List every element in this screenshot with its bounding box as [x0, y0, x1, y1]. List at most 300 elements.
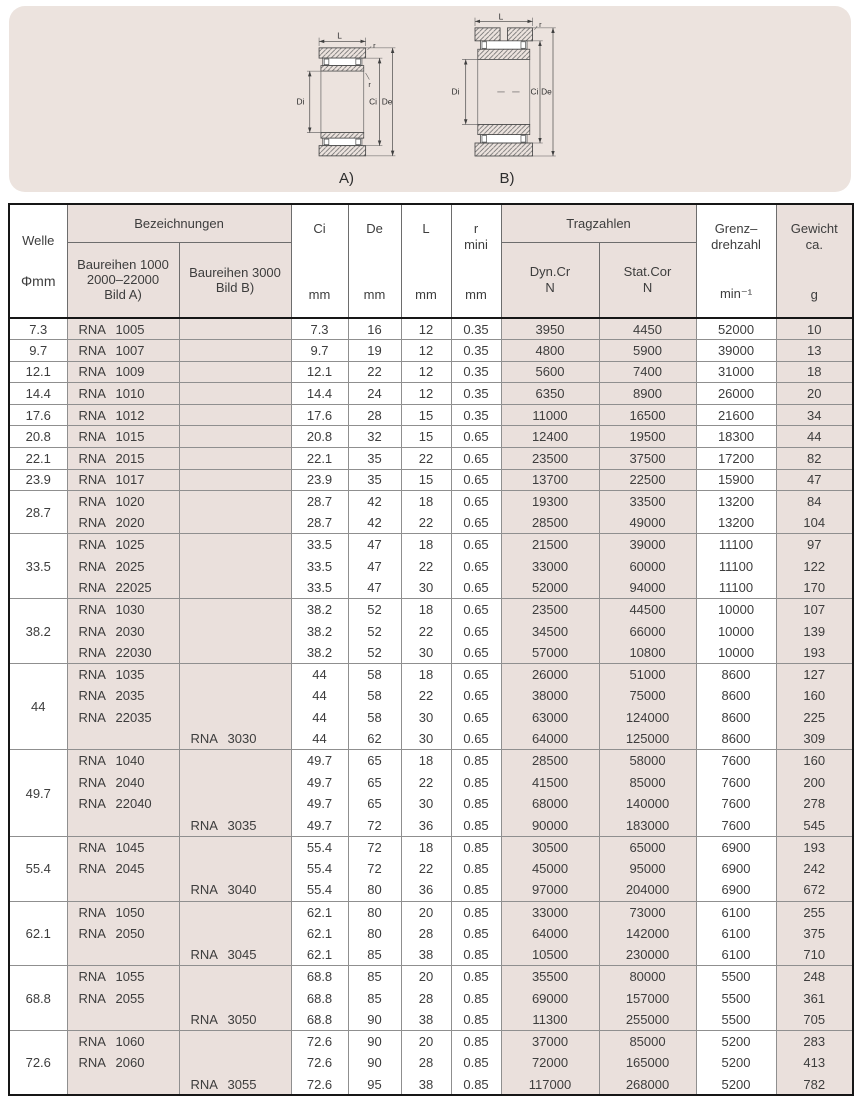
de-value: 65 — [348, 771, 401, 793]
de-value: 52 — [348, 620, 401, 642]
gewicht-value: 160 — [776, 685, 853, 707]
ci-value: 62.1 — [291, 923, 348, 945]
designation-prefix: RNA — [190, 731, 218, 747]
column-header-de — [348, 204, 401, 318]
column-header-dyn-cr — [501, 242, 599, 318]
stat-cor-value: 157000 — [599, 987, 696, 1009]
table-row — [9, 599, 853, 621]
designation-b-cell — [179, 815, 291, 837]
ci-value: 44 — [291, 685, 348, 707]
column-header-grenzdrehzahl — [696, 204, 776, 318]
table-row — [9, 728, 853, 750]
l-value: 15 — [401, 426, 451, 448]
dyn-cr-value: 33000 — [501, 901, 599, 923]
table-row — [9, 707, 853, 729]
dyn-cr-value: 6350 — [501, 383, 599, 405]
table-row — [9, 469, 853, 491]
designation-number: 3050 — [227, 1012, 257, 1028]
dyn-cr-value: 34500 — [501, 620, 599, 642]
grenz-label-line2: drehzahl — [711, 237, 761, 252]
ci-value: 38.2 — [291, 620, 348, 642]
l-value: 22 — [401, 556, 451, 578]
designation-prefix: RNA — [78, 472, 106, 488]
r-mini-value: 0.65 — [451, 426, 501, 448]
dyn-cr-value: 19300 — [501, 491, 599, 513]
grenzdrehzahl-value: 6100 — [696, 901, 776, 923]
stat-cor-value: 5900 — [599, 340, 696, 362]
stat-cor-value: 8900 — [599, 383, 696, 405]
grenzdrehzahl-value: 5200 — [696, 1031, 776, 1053]
ci-value: 55.4 — [291, 836, 348, 858]
column-header-r-mini — [451, 204, 501, 318]
gewicht-value: 225 — [776, 707, 853, 729]
column-header-baureihen-1000 — [67, 242, 179, 318]
designation-prefix: RNA — [78, 925, 106, 941]
de-value: 24 — [348, 383, 401, 405]
de-value: 80 — [348, 879, 401, 901]
gewicht-value: 200 — [776, 771, 853, 793]
gewicht-value: 782 — [776, 1074, 853, 1096]
designation-number: 1030 — [115, 602, 145, 618]
r-mini-value: 0.85 — [451, 750, 501, 772]
de-value: 90 — [348, 1009, 401, 1031]
stat-cor-value: 33500 — [599, 491, 696, 513]
grenzdrehzahl-value: 8600 — [696, 707, 776, 729]
stat-cor-value: 16500 — [599, 404, 696, 426]
stat-cor-value: 95000 — [599, 858, 696, 880]
designation-a-cell — [67, 642, 179, 664]
grenzdrehzahl-value: 6900 — [696, 879, 776, 901]
grenzdrehzahl-value: 7600 — [696, 793, 776, 815]
stat-cor-value: 44500 — [599, 599, 696, 621]
grenzdrehzahl-value: 5500 — [696, 987, 776, 1009]
l-value: 30 — [401, 642, 451, 664]
l-unit: mm — [415, 287, 437, 302]
column-header-gewicht — [776, 204, 853, 318]
designation-a-cell — [67, 404, 179, 426]
welle-value: 28.7 — [9, 491, 67, 534]
l-value: 18 — [401, 491, 451, 513]
ci-value: 68.8 — [291, 987, 348, 1009]
r-mini-value: 0.85 — [451, 1074, 501, 1096]
l-value: 22 — [401, 512, 451, 534]
designation-a-cell — [67, 599, 179, 621]
l-value: 12 — [401, 383, 451, 405]
r-mini-value: 0.65 — [451, 556, 501, 578]
table-body — [9, 318, 853, 1095]
stat-cor-value: 60000 — [599, 556, 696, 578]
r-mini-value: 0.85 — [451, 1031, 501, 1053]
designation-number: 2030 — [115, 623, 145, 639]
designation-b-cell — [179, 512, 291, 534]
gewicht-value: 44 — [776, 426, 853, 448]
r-mini-value: 0.85 — [451, 1009, 501, 1031]
designation-prefix: RNA — [78, 429, 106, 445]
designation-number: 3040 — [227, 882, 257, 898]
dyn-cr-value: 26000 — [501, 664, 599, 686]
stat-cor-value: 230000 — [599, 944, 696, 966]
designation-prefix: RNA — [78, 753, 106, 769]
grenzdrehzahl-value: 5500 — [696, 1009, 776, 1031]
table-row — [9, 340, 853, 362]
ci-value: 49.7 — [291, 815, 348, 837]
stat-cor-value: 37500 — [599, 448, 696, 470]
designation-prefix: RNA — [78, 515, 106, 531]
r-mini-value: 0.35 — [451, 318, 501, 340]
designation-number: 1009 — [115, 364, 145, 380]
r-mini-value: 0.65 — [451, 599, 501, 621]
de-value: 90 — [348, 1052, 401, 1074]
bearing-cross-section-a — [293, 31, 401, 169]
table-row — [9, 491, 853, 513]
designation-number: 3045 — [227, 947, 257, 963]
l-value: 12 — [401, 340, 451, 362]
designation-number: 22035 — [115, 709, 152, 725]
figure-b-caption: B) — [499, 170, 515, 187]
r-mini-value: 0.35 — [451, 340, 501, 362]
de-value: 65 — [348, 793, 401, 815]
dyn-cr-value: 30500 — [501, 836, 599, 858]
designation-number: 1005 — [115, 321, 145, 337]
table-row — [9, 383, 853, 405]
r-mini-value: 0.65 — [451, 448, 501, 470]
welle-value: 14.4 — [9, 383, 67, 405]
designation-a-cell — [67, 491, 179, 513]
dyn-cr-unit: N — [545, 279, 555, 295]
ci-value: 23.9 — [291, 469, 348, 491]
ci-value: 14.4 — [291, 383, 348, 405]
table-row — [9, 1052, 853, 1074]
figure-b — [447, 13, 568, 187]
designation-prefix: RNA — [78, 709, 106, 725]
designation-number: 1017 — [115, 472, 145, 488]
designation-a-cell — [67, 1052, 179, 1074]
de-value: 52 — [348, 642, 401, 664]
designation-number: 2050 — [115, 925, 145, 941]
designation-number: 2020 — [115, 515, 145, 531]
table-row — [9, 1031, 853, 1053]
grenzdrehzahl-value: 11100 — [696, 577, 776, 599]
l-value: 12 — [401, 361, 451, 383]
ci-value: 72.6 — [291, 1074, 348, 1096]
table-row — [9, 685, 853, 707]
ci-value: 28.7 — [291, 491, 348, 513]
designation-prefix: RNA — [78, 774, 106, 790]
welle-value: 17.6 — [9, 404, 67, 426]
welle-value: 20.8 — [9, 426, 67, 448]
designation-b-cell — [179, 879, 291, 901]
designation-number: 2045 — [115, 861, 145, 877]
designation-number: 1045 — [115, 839, 145, 855]
r-mini-value: 0.85 — [451, 987, 501, 1009]
r-mini-value: 0.85 — [451, 1052, 501, 1074]
gewicht-value: 170 — [776, 577, 853, 599]
designation-a-cell — [67, 771, 179, 793]
l-value: 22 — [401, 771, 451, 793]
gewicht-value: 255 — [776, 901, 853, 923]
designation-prefix: RNA — [78, 623, 106, 639]
ci-value: 44 — [291, 664, 348, 686]
stat-cor-value: 51000 — [599, 664, 696, 686]
dyn-cr-value: 13700 — [501, 469, 599, 491]
gewicht-value: 18 — [776, 361, 853, 383]
designation-number: 3055 — [227, 1076, 257, 1092]
welle-value: 38.2 — [9, 599, 67, 664]
gewicht-value: 47 — [776, 469, 853, 491]
r-mini-value: 0.85 — [451, 793, 501, 815]
designation-b-cell — [179, 534, 291, 556]
table-row — [9, 361, 853, 383]
grenz-unit: min⁻¹ — [719, 286, 753, 301]
de-value: 72 — [348, 815, 401, 837]
grenzdrehzahl-value: 8600 — [696, 664, 776, 686]
dyn-cr-value: 64000 — [501, 923, 599, 945]
welle-value: 55.4 — [9, 836, 67, 901]
designation-prefix: RNA — [78, 494, 106, 510]
designation-number: 3030 — [227, 731, 257, 747]
l-value: 18 — [401, 664, 451, 686]
de-value: 85 — [348, 966, 401, 988]
designation-a-cell — [67, 707, 179, 729]
ci-value: 22.1 — [291, 448, 348, 470]
designation-b-cell — [179, 750, 291, 772]
stat-cor-value: 80000 — [599, 966, 696, 988]
designation-b-cell — [179, 491, 291, 513]
dim-label-ci: Ci — [368, 96, 377, 107]
l-value: 38 — [401, 944, 451, 966]
grenzdrehzahl-value: 6900 — [696, 836, 776, 858]
dyn-cr-value: 23500 — [501, 599, 599, 621]
de-value: 35 — [348, 448, 401, 470]
ci-value: 17.6 — [291, 404, 348, 426]
dyn-cr-value: 68000 — [501, 793, 599, 815]
designation-a-cell — [67, 1074, 179, 1096]
de-value: 58 — [348, 685, 401, 707]
table-row — [9, 944, 853, 966]
designation-prefix: RNA — [78, 839, 106, 855]
series-b-line2: Bild B) — [215, 279, 255, 295]
designation-prefix: RNA — [78, 537, 106, 553]
ci-value: 55.4 — [291, 858, 348, 880]
table-row — [9, 923, 853, 945]
dim-label-r-side: r — [367, 79, 371, 89]
column-header-tragzahlen — [501, 204, 696, 242]
bearing-cross-section-b — [447, 13, 568, 169]
grenzdrehzahl-value: 6100 — [696, 944, 776, 966]
l-value: 18 — [401, 836, 451, 858]
l-value: 36 — [401, 815, 451, 837]
designation-b-cell — [179, 318, 291, 340]
designation-b-cell — [179, 1074, 291, 1096]
dyn-cr-value: 52000 — [501, 577, 599, 599]
table-row — [9, 858, 853, 880]
designation-prefix: RNA — [78, 796, 106, 812]
ci-value: 12.1 — [291, 361, 348, 383]
de-value: 32 — [348, 426, 401, 448]
stat-cor-value: 19500 — [599, 426, 696, 448]
dim-label-ci: Ci — [529, 86, 538, 97]
gewicht-value: 84 — [776, 491, 853, 513]
gewicht-value: 545 — [776, 815, 853, 837]
welle-value: 7.3 — [9, 318, 67, 340]
ci-value: 68.8 — [291, 966, 348, 988]
designation-number: 2025 — [115, 558, 145, 574]
header-row-1 — [9, 204, 853, 242]
table-row — [9, 556, 853, 578]
designation-number: 2060 — [115, 1055, 145, 1071]
grenzdrehzahl-value: 15900 — [696, 469, 776, 491]
designation-a-cell — [67, 556, 179, 578]
r-mini-value: 0.35 — [451, 404, 501, 426]
grenzdrehzahl-value: 6100 — [696, 923, 776, 945]
stat-cor-value: 4450 — [599, 318, 696, 340]
table-row — [9, 879, 853, 901]
table-row — [9, 404, 853, 426]
designation-number: 1015 — [115, 429, 145, 445]
gewicht-value: 104 — [776, 512, 853, 534]
table-row — [9, 836, 853, 858]
table-row — [9, 642, 853, 664]
designation-b-cell — [179, 901, 291, 923]
grenzdrehzahl-value: 7600 — [696, 815, 776, 837]
designation-number: 1055 — [115, 969, 145, 985]
designation-b-cell — [179, 793, 291, 815]
stat-cor-unit: N — [642, 279, 653, 295]
designation-b-cell — [179, 404, 291, 426]
welle-value: 22.1 — [9, 448, 67, 470]
grenzdrehzahl-value: 18300 — [696, 426, 776, 448]
designation-prefix: RNA — [78, 1034, 106, 1050]
designation-a-cell — [67, 318, 179, 340]
stat-cor-value: 268000 — [599, 1074, 696, 1096]
designation-prefix: RNA — [78, 602, 106, 618]
designation-prefix: RNA — [78, 364, 106, 380]
dim-label-l: L — [498, 13, 503, 22]
designation-number: 1010 — [115, 386, 145, 402]
stat-cor-value: 22500 — [599, 469, 696, 491]
l-value: 36 — [401, 879, 451, 901]
designation-number: 2040 — [115, 774, 145, 790]
designation-a-cell — [67, 987, 179, 1009]
grenzdrehzahl-value: 5200 — [696, 1074, 776, 1096]
ci-value: 38.2 — [291, 642, 348, 664]
ci-value: 62.1 — [291, 901, 348, 923]
grenz-label-line1: Grenz– — [714, 221, 758, 236]
designation-a-cell — [67, 944, 179, 966]
de-value: 42 — [348, 512, 401, 534]
l-value: 22 — [401, 448, 451, 470]
gewicht-value: 82 — [776, 448, 853, 470]
ci-unit: mm — [308, 287, 331, 302]
ci-value: 72.6 — [291, 1031, 348, 1053]
designation-b-cell — [179, 340, 291, 362]
designation-prefix: RNA — [78, 969, 106, 985]
stat-cor-value: 140000 — [599, 793, 696, 815]
ci-value: 28.7 — [291, 512, 348, 534]
series-a-line2: 2000–22000 — [86, 272, 160, 288]
designation-prefix: RNA — [78, 407, 106, 423]
ci-value: 33.5 — [291, 556, 348, 578]
de-value: 35 — [348, 469, 401, 491]
dyn-cr-value: 28500 — [501, 750, 599, 772]
gewicht-value: 413 — [776, 1052, 853, 1074]
gewicht-value: 20 — [776, 383, 853, 405]
designation-b-cell — [179, 685, 291, 707]
l-value: 18 — [401, 534, 451, 556]
grenzdrehzahl-value: 7600 — [696, 750, 776, 772]
r-mini-value: 0.65 — [451, 620, 501, 642]
designation-number: 1050 — [115, 904, 145, 920]
grenzdrehzahl-value: 39000 — [696, 340, 776, 362]
table-row — [9, 664, 853, 686]
de-label: De — [366, 221, 383, 236]
stat-cor-value: 39000 — [599, 534, 696, 556]
r-mini-value: 0.65 — [451, 685, 501, 707]
r-mini-value: 0.35 — [451, 383, 501, 405]
designation-prefix: RNA — [190, 1076, 218, 1092]
l-value: 20 — [401, 966, 451, 988]
designation-prefix: RNA — [78, 904, 106, 920]
r-mini-value: 0.65 — [451, 664, 501, 686]
stat-cor-value: 7400 — [599, 361, 696, 383]
dyn-cr-value: 3950 — [501, 318, 599, 340]
de-value: 95 — [348, 1074, 401, 1096]
r-mini-value: 0.65 — [451, 469, 501, 491]
designation-number: 1035 — [115, 667, 145, 683]
designation-a-cell — [67, 815, 179, 837]
figure-a — [293, 31, 401, 187]
r-mini-value: 0.85 — [451, 944, 501, 966]
dyn-cr-value: 37000 — [501, 1031, 599, 1053]
dyn-cr-value: 72000 — [501, 1052, 599, 1074]
designation-prefix: RNA — [190, 1012, 218, 1028]
gewicht-value: 283 — [776, 1031, 853, 1053]
designation-b-cell — [179, 383, 291, 405]
designation-a-cell — [67, 728, 179, 750]
de-value: 90 — [348, 1031, 401, 1053]
grenzdrehzahl-value: 8600 — [696, 728, 776, 750]
grenzdrehzahl-value: 17200 — [696, 448, 776, 470]
dim-label-r-top: r — [372, 40, 376, 50]
designation-prefix: RNA — [78, 342, 106, 358]
designation-a-cell — [67, 361, 179, 383]
dyn-cr-value: 69000 — [501, 987, 599, 1009]
designation-prefix: RNA — [78, 580, 106, 596]
dyn-cr-value: 97000 — [501, 879, 599, 901]
gewicht-value: 375 — [776, 923, 853, 945]
designation-number: 2035 — [115, 688, 145, 704]
designation-prefix: RNA — [190, 817, 218, 833]
l-value: 28 — [401, 923, 451, 945]
designation-prefix: RNA — [78, 688, 106, 704]
r-mini-value: 0.85 — [451, 771, 501, 793]
table-row — [9, 1074, 853, 1096]
ci-value: 68.8 — [291, 1009, 348, 1031]
designation-b-cell — [179, 987, 291, 1009]
table-row — [9, 426, 853, 448]
grenzdrehzahl-value: 21600 — [696, 404, 776, 426]
designation-prefix: RNA — [190, 882, 218, 898]
ci-value: 33.5 — [291, 577, 348, 599]
designation-a-cell — [67, 901, 179, 923]
designation-number: 22030 — [115, 644, 152, 660]
l-value: 12 — [401, 318, 451, 340]
gewicht-value: 242 — [776, 858, 853, 880]
designation-number: 3035 — [227, 817, 257, 833]
designation-number: 1040 — [115, 753, 145, 769]
designation-number: 1060 — [115, 1034, 145, 1050]
de-value: 58 — [348, 664, 401, 686]
